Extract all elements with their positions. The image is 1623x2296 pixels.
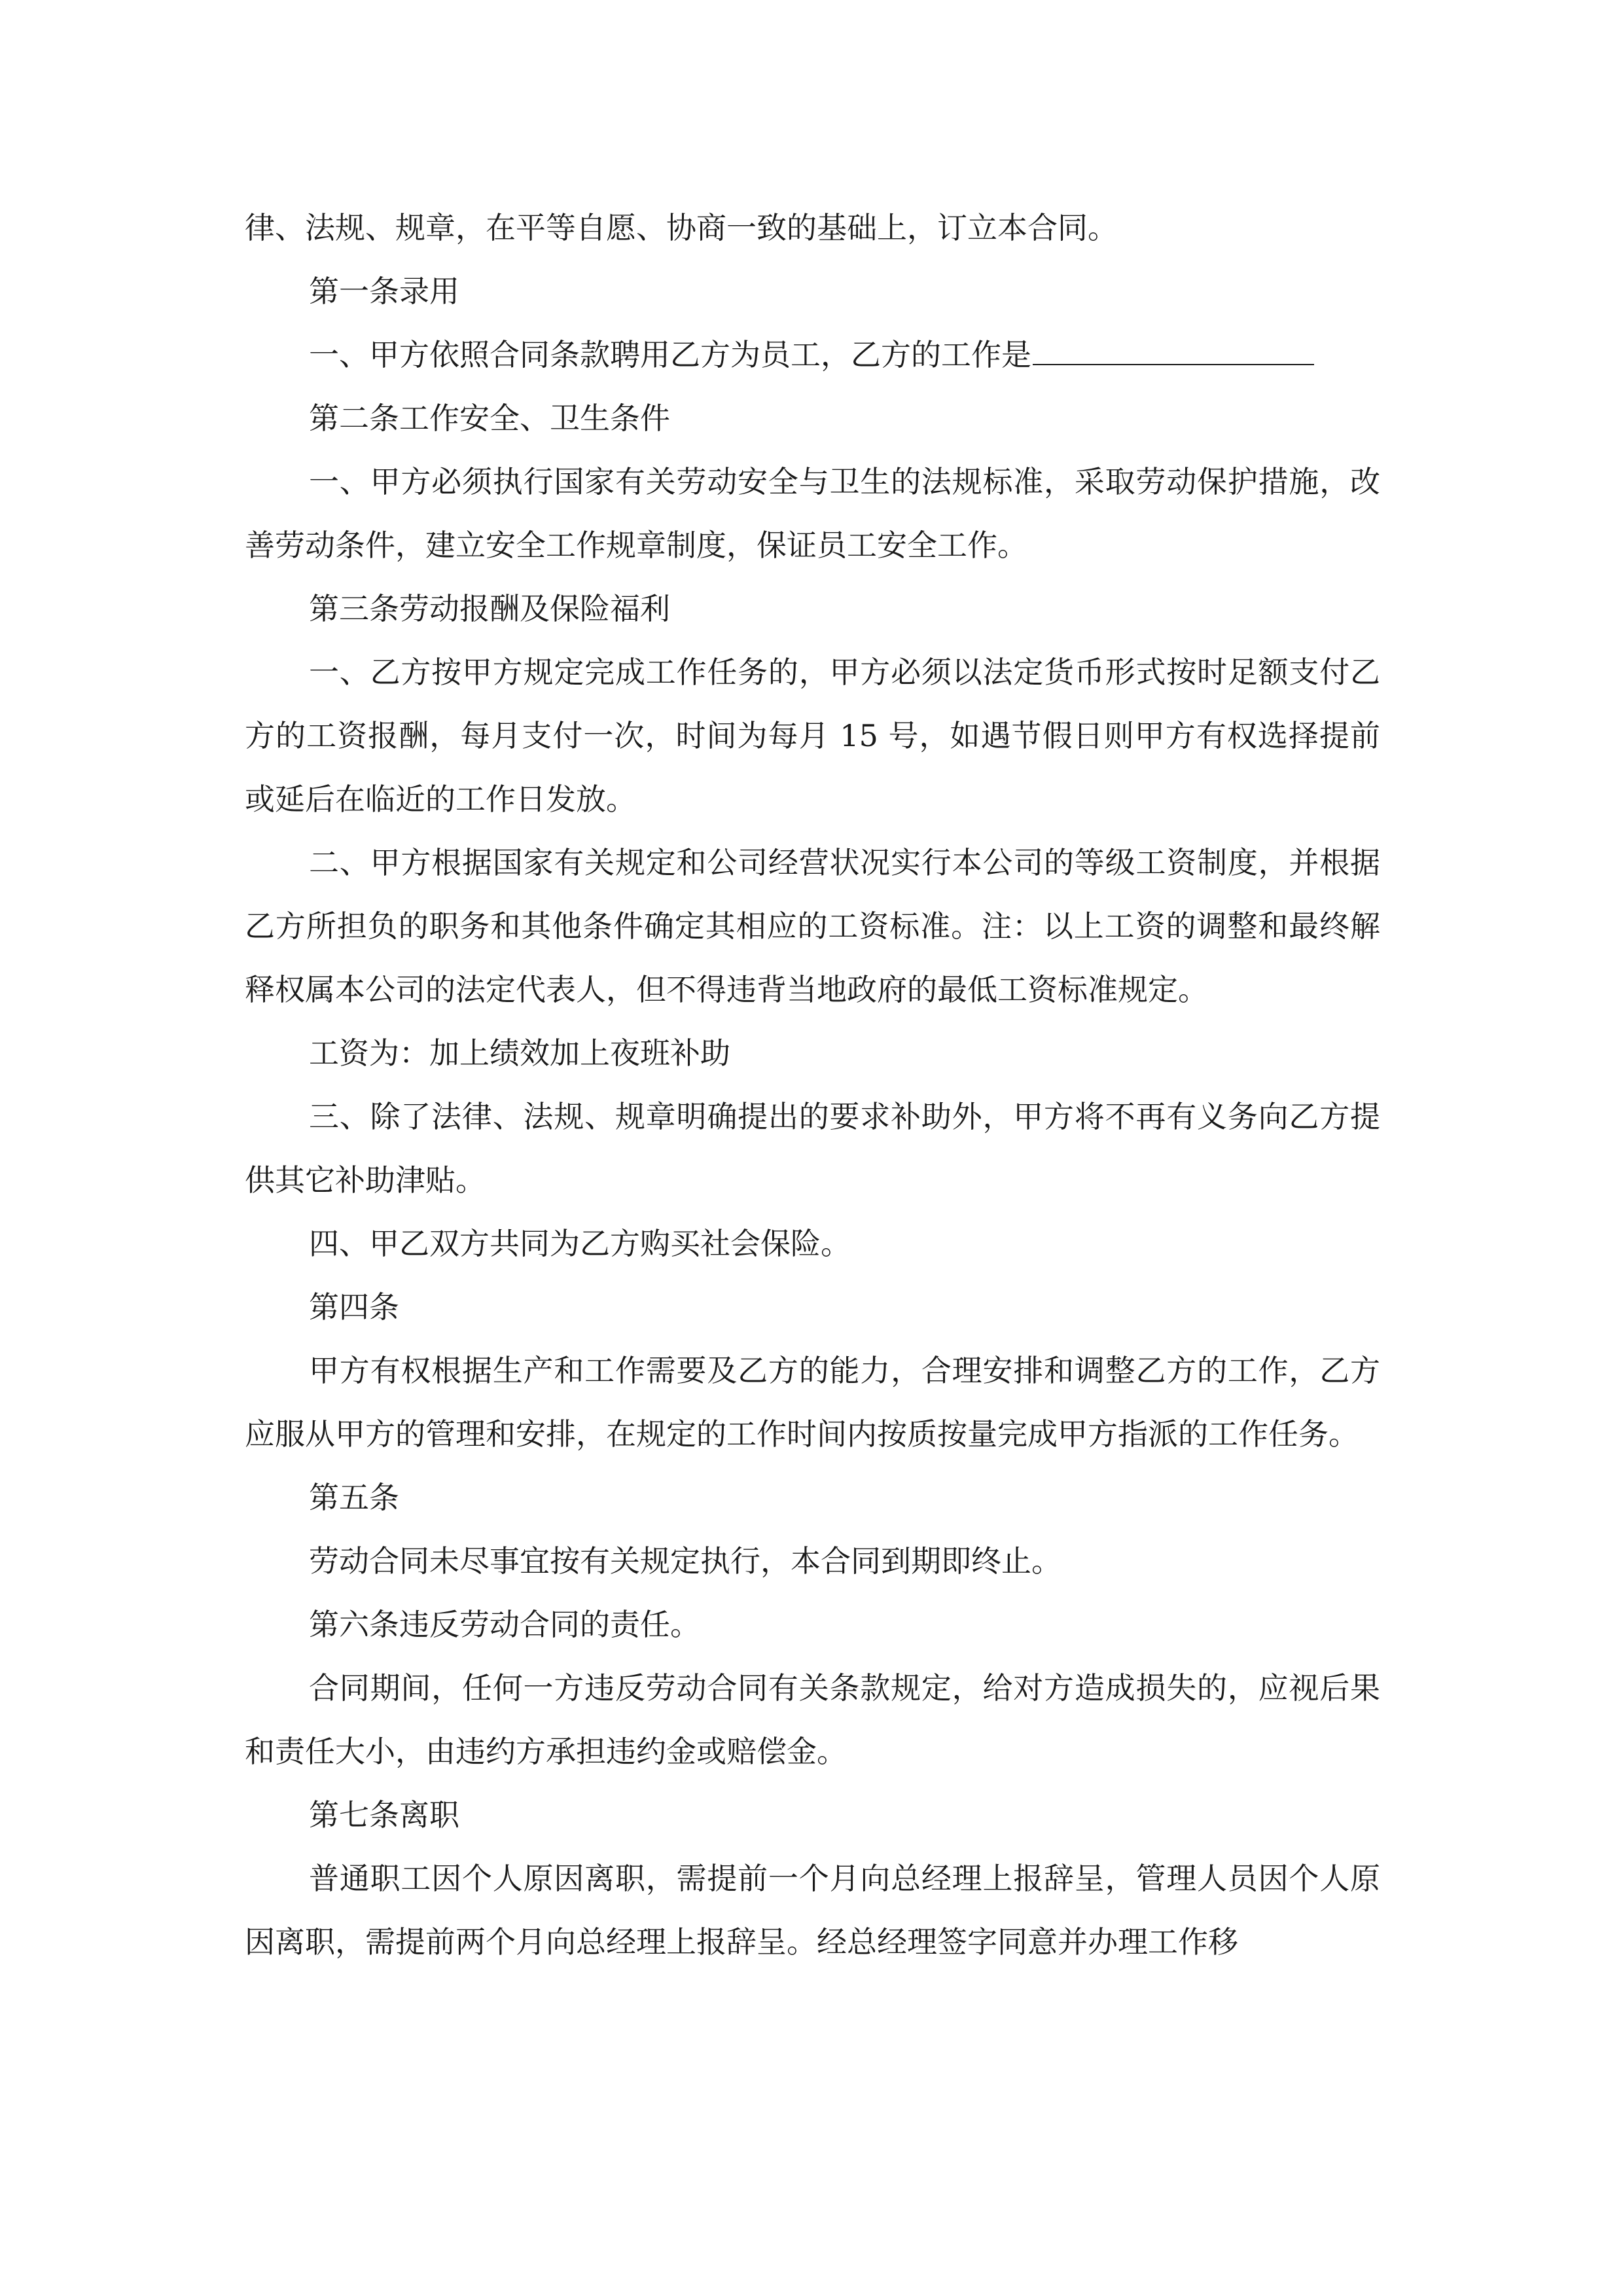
salary-line: 工资为：加上绩效加上夜班补助 — [309, 1035, 730, 1071]
article-7-heading: 第七条离职 — [309, 1797, 459, 1833]
article-6-body: 合同期间，任何一方违反劳动合同有关条款规定，给对方造成损失的，应视后果和责任大小，由违约方承担违约金或赔偿金。 — [245, 1670, 1380, 1769]
article-3-clause-2: 二、甲方根据国家有关规定和公司经营状况实行本公司的等级工资制度，并根据乙方所担负的职务和其他条件确定其相应的工资标准。注：以上工资的调整和最终解释权属本公司的法定代表人，但不得违背当地政府的最低工资标准规定。 — [245, 845, 1380, 1007]
article-1-clause-1-text: 一、甲方依照合同条款聘用乙方为员工，乙方的工作是 — [309, 337, 1031, 372]
article-3-heading: 第三条劳动报酬及保险福利 — [309, 591, 670, 626]
job-title-blank-line — [1033, 334, 1314, 365]
article-7-body: 普通职工因个人原因离职，需提前一个月向总经理上报辞呈，管理人员因个人原因离职，需提前两个月向总经理上报辞呈。经总经理签字同意并办理工作移 — [245, 1861, 1380, 1960]
article-1-clause-1 — [245, 323, 1380, 387]
article-2-clause-1: 一、甲方必须执行国家有关劳动安全与卫生的法规标准，采取劳动保护措施，改善劳动条件，建立安全工作规章制度，保证员工安全工作。 — [245, 464, 1380, 563]
paragraph-continuation: 律、法规、规章，在平等自愿、协商一致的基础上，订立本合同。 — [245, 210, 1118, 245]
document-body — [245, 196, 1380, 1974]
article-3-clause-4: 四、甲乙双方共同为乙方购买社会保险。 — [309, 1226, 851, 1261]
article-6-heading: 第六条违反劳动合同的责任。 — [309, 1607, 700, 1642]
article-1-heading: 第一条录用 — [309, 274, 459, 309]
article-3-clause-1: 一、乙方按甲方规定完成工作任务的，甲方必须以法定货币形式按时足额支付乙方的工资报酬，每月支付一次，时间为每月 15 号，如遇节假日则甲方有权选择提前或延后在临近的工作日发放。 — [245, 655, 1380, 817]
article-4-heading: 第四条 — [309, 1289, 399, 1325]
article-2-heading: 第二条工作安全、卫生条件 — [309, 401, 670, 436]
article-5-heading: 第五条 — [309, 1480, 399, 1515]
article-3-clause-3: 三、除了法律、法规、规章明确提出的要求补助外，甲方将不再有义务向乙方提供其它补助津贴。 — [245, 1099, 1380, 1198]
article-4-body: 甲方有权根据生产和工作需要及乙方的能力，合理安排和调整乙方的工作，乙方应服从甲方的管理和安排，在规定的工作时间内按质按量完成甲方指派的工作任务。 — [245, 1353, 1380, 1452]
article-5-body: 劳动合同未尽事宜按有关规定执行，本合同到期即终止。 — [309, 1543, 1061, 1579]
